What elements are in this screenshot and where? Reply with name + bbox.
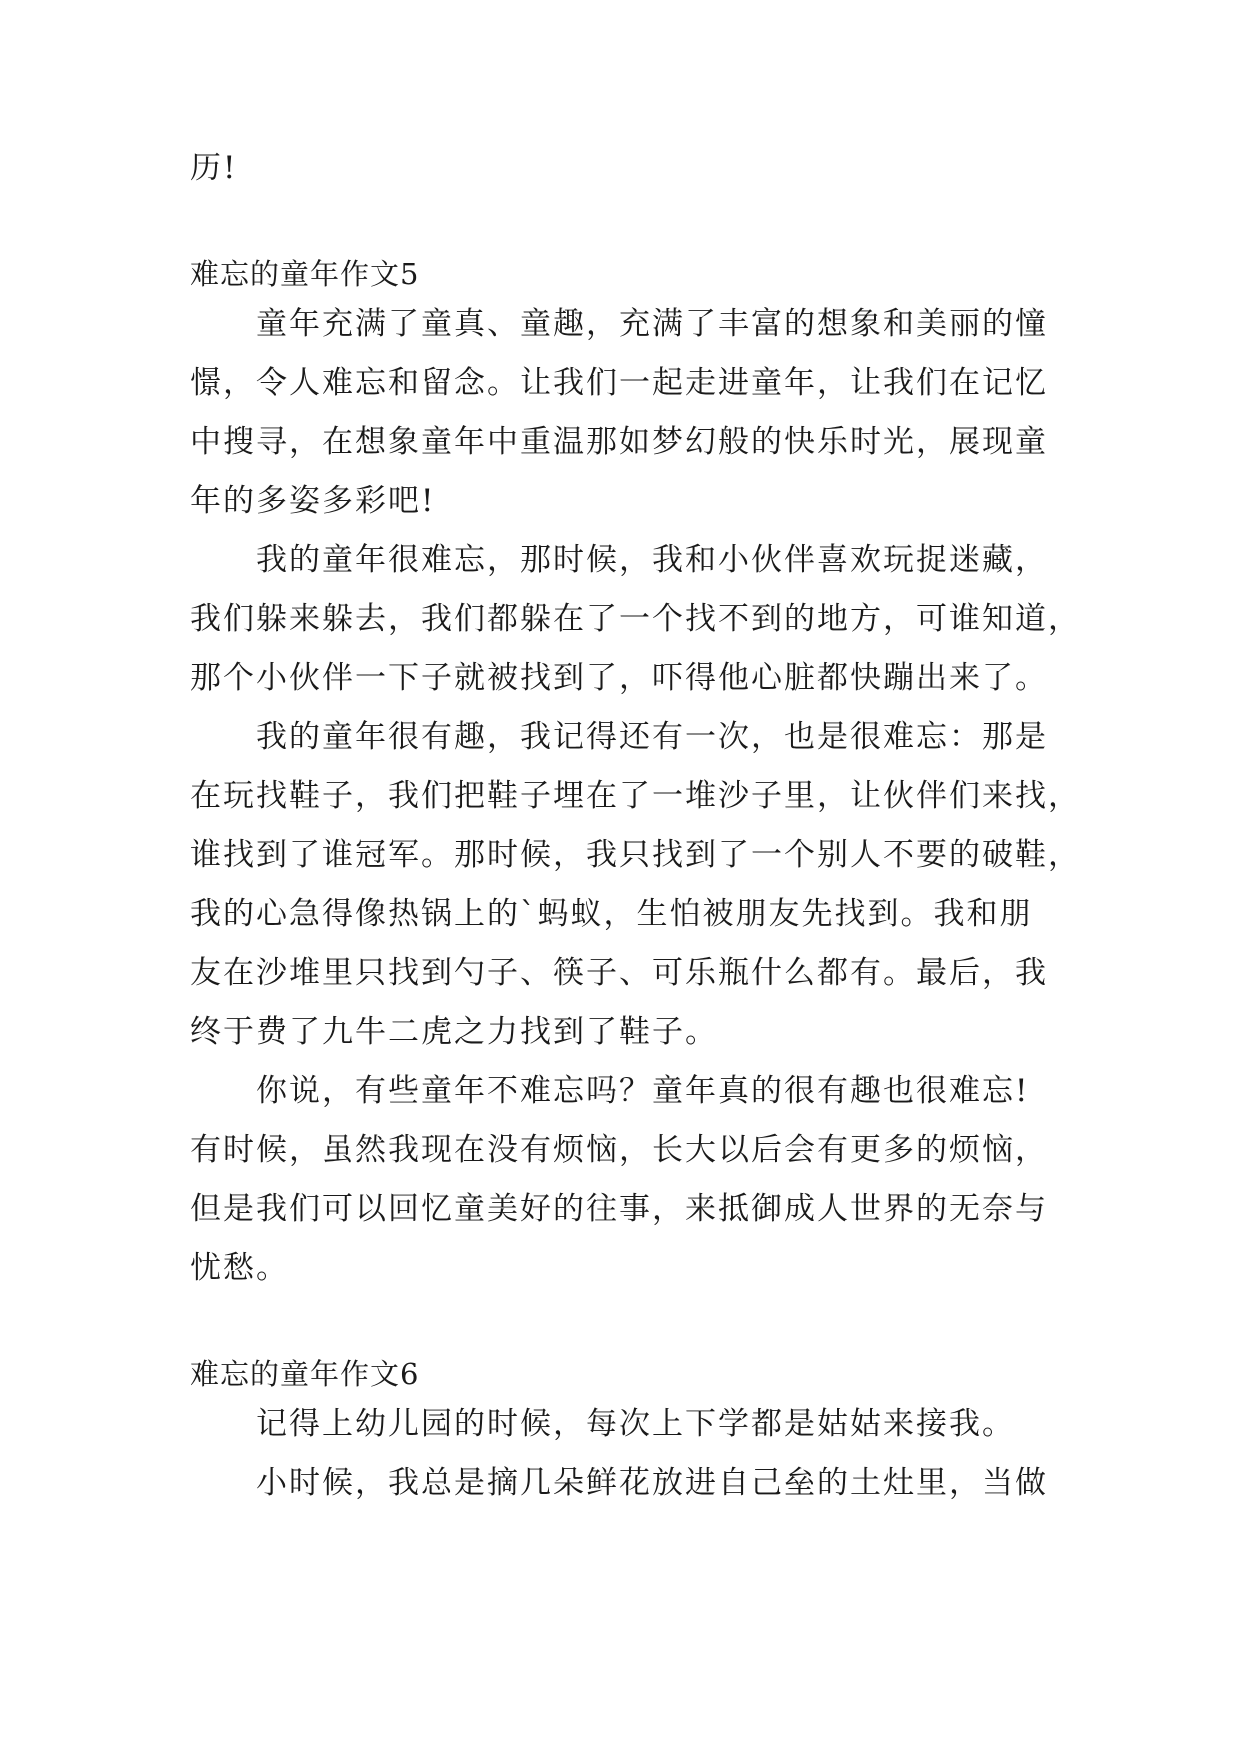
- text-line: 那个小伙伴一下子就被找到了，吓得他心脏都快蹦出来了。: [190, 660, 1048, 696]
- text-line: 忧愁。: [190, 1250, 289, 1286]
- text-line: 我们躲来躲去，我们都躲在了一个找不到的地方，可谁知道，: [190, 601, 1081, 637]
- text-line: 但是我们可以回忆童美好的往事，来抵御成人世界的无奈与: [190, 1191, 1048, 1227]
- text-line: 我的心急得像热锅上的`蚂蚁，生怕被朋友先找到。我和朋: [190, 896, 1033, 932]
- text-line: 小时候，我总是摘几朵鲜花放进自己垒的土灶里，当做: [256, 1465, 1048, 1501]
- text-line: 历!: [190, 150, 238, 186]
- text-line: 在玩找鞋子，我们把鞋子埋在了一堆沙子里，让伙伴们来找，: [190, 778, 1081, 814]
- text-line: 我的童年很难忘，那时候，我和小伙伴喜欢玩捉迷藏，: [256, 542, 1048, 578]
- text-line: 憬，令人难忘和留念。让我们一起走进童年，让我们在记忆: [190, 365, 1048, 401]
- text-line: 童年充满了童真、童趣，充满了丰富的想象和美丽的憧: [256, 306, 1048, 342]
- text-line: 我的童年很有趣，我记得还有一次，也是很难忘：那是: [256, 719, 1048, 755]
- section-heading: 难忘的童年作文5: [190, 257, 420, 291]
- text-line: 你说，有些童年不难忘吗？童年真的很有趣也很难忘!: [256, 1073, 1030, 1109]
- text-line: 友在沙堆里只找到勺子、筷子、可乐瓶什么都有。最后，我: [190, 955, 1048, 991]
- text-line: 记得上幼儿园的时候，每次上下学都是姑姑来接我。: [256, 1406, 1015, 1442]
- text-line: 有时候，虽然我现在没有烦恼，长大以后会有更多的烦恼，: [190, 1132, 1048, 1168]
- text-line: 年的多姿多彩吧!: [190, 483, 436, 519]
- text-line: 中搜寻，在想象童年中重温那如梦幻般的快乐时光，展现童: [190, 424, 1048, 460]
- text-line: 谁找到了谁冠军。那时候，我只找到了一个别人不要的破鞋，: [190, 837, 1081, 873]
- section-heading: 难忘的童年作文6: [190, 1357, 420, 1391]
- text-line: 终于费了九牛二虎之力找到了鞋子。: [190, 1014, 718, 1050]
